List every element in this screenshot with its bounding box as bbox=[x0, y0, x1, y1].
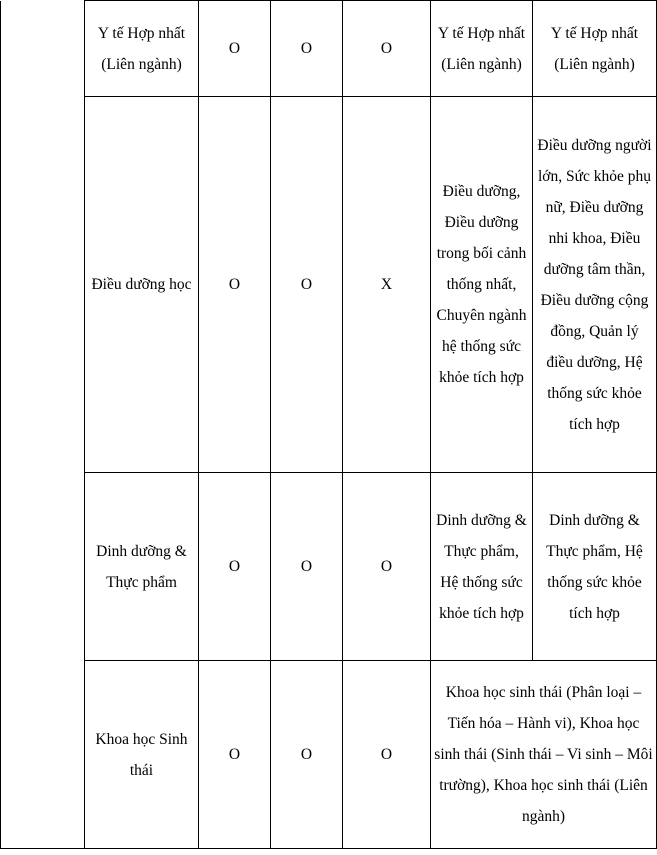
table-row bbox=[1, 661, 657, 849]
mark-cell: O bbox=[271, 97, 343, 473]
specialization-cell: Y tế Hợp nhất (Liên ngành) bbox=[533, 1, 657, 97]
mark-cell: O bbox=[343, 1, 431, 97]
mark-cell: O bbox=[343, 661, 431, 849]
mark-cell: O bbox=[199, 97, 271, 473]
major-cell: Y tế Hợp nhất (Liên ngành) bbox=[431, 1, 533, 97]
combined-cell: Khoa học sinh thái (Phân loại – Tiến hóa – Hành vi), Khoa học sinh thái (Sinh thái – Vi sinh – Môi trường), Khoa học sinh thái (Liên ngành) bbox=[431, 661, 657, 849]
mark-cell: O bbox=[271, 1, 343, 97]
major-cell: Dinh dưỡng & Thực phẩm, Hệ thống sức khỏe tích hợp bbox=[431, 473, 533, 661]
specialization-cell: Dinh dưỡng & Thực phẩm, Hệ thống sức khỏe tích hợp bbox=[533, 473, 657, 661]
mark-cell: X bbox=[343, 97, 431, 473]
mark-cell: O bbox=[199, 473, 271, 661]
table-row bbox=[1, 97, 657, 473]
field-cell: Khoa học Sinh thái bbox=[85, 661, 199, 849]
table-row bbox=[1, 473, 657, 661]
specialization-cell: Điều dưỡng người lớn, Sức khỏe phụ nữ, Điều dưỡng nhi khoa, Điều dưỡng tâm thần, Điều dưỡng cộng đồng, Quản lý điều dưỡng, Hệ thống sức khỏe tích hợp bbox=[533, 97, 657, 473]
category-cell bbox=[1, 1, 85, 849]
mark-cell: O bbox=[199, 1, 271, 97]
mark-cell: O bbox=[343, 473, 431, 661]
table-row bbox=[1, 1, 657, 97]
mark-cell: O bbox=[271, 473, 343, 661]
mark-cell: O bbox=[199, 661, 271, 849]
major-cell: Điều dưỡng, Điều dưỡng trong bối cảnh thống nhất, Chuyên ngành hệ thống sức khỏe tích hợp bbox=[431, 97, 533, 473]
field-cell: Y tế Hợp nhất (Liên ngành) bbox=[85, 1, 199, 97]
field-cell: Điều dưỡng học bbox=[85, 97, 199, 473]
field-cell: Dinh dưỡng & Thực phẩm bbox=[85, 473, 199, 661]
mark-cell: O bbox=[271, 661, 343, 849]
